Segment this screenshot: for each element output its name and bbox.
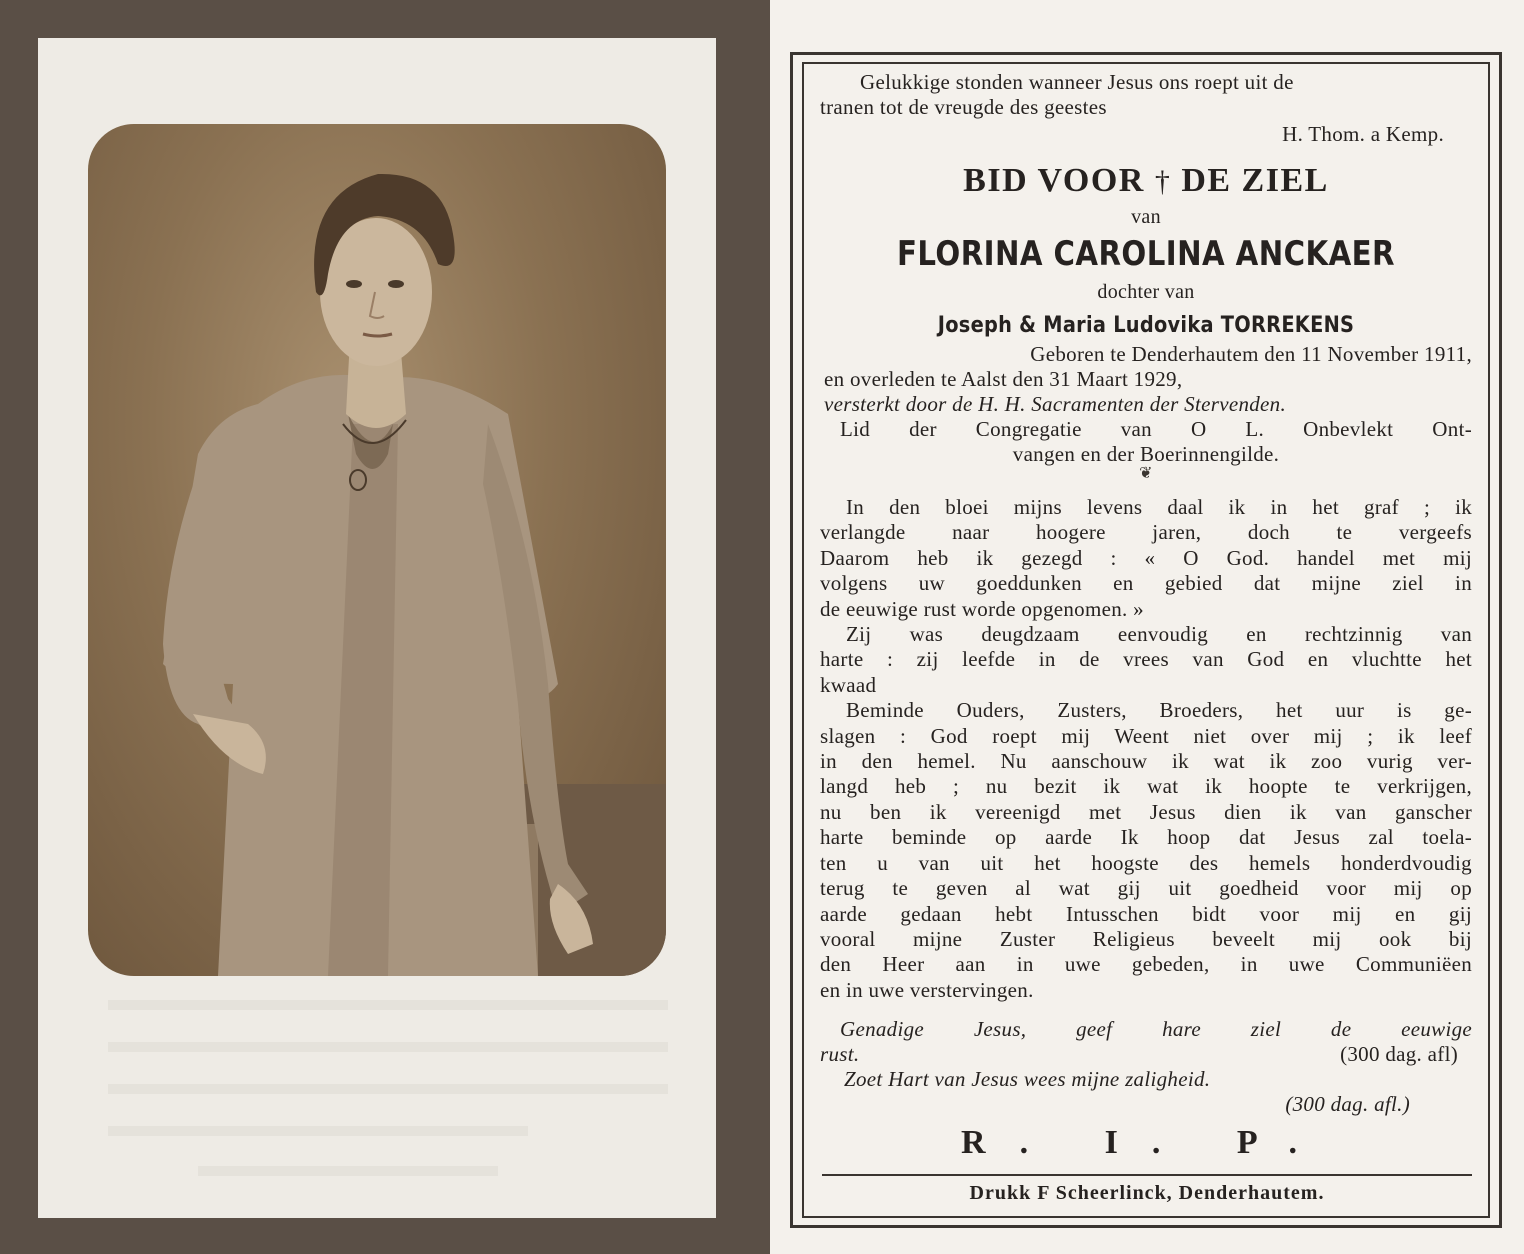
prayer-line: Zoet Hart van Jesus wees mijne zaligheid. — [844, 1067, 1211, 1092]
deceased-name: FLORINA CAROLINA ANCKAER — [896, 234, 1395, 274]
prayer-line-end: rust. — [820, 1042, 860, 1067]
bleed-through-line — [108, 1042, 668, 1052]
ornament-icon: ❦ — [1139, 465, 1153, 482]
birth-line: Geboren te Denderhautem den 11 November 1911, — [1030, 342, 1472, 366]
body-line: kwaad — [820, 672, 877, 697]
bleed-through-line — [108, 1084, 668, 1094]
indulgence-note: (300 dag. afl.) — [1285, 1092, 1410, 1117]
memorial-text-card — [770, 0, 1524, 1254]
van-label: van — [1131, 206, 1161, 228]
body-text — [820, 495, 1472, 1003]
heading-left: BID VOOR — [963, 162, 1145, 199]
body-line: nu ben ik vereenigd met Jesus dien ik van ganscher — [820, 799, 1472, 824]
membership-line: vangen en der Boerinnengilde. — [1012, 442, 1280, 466]
bleed-through-line — [108, 1000, 668, 1010]
body-line: langd heb ; nu bezit ik wat ik hoopte te verkrijgen, — [820, 774, 1472, 799]
heading-pray-for-soul — [820, 161, 1472, 202]
indulgence-note: (300 dag. afl) — [1340, 1042, 1458, 1067]
body-line: In den bloei mijns levens daal ik in het graf ; ik — [846, 495, 1472, 519]
memorial-text — [820, 70, 1472, 1163]
bleed-through-line — [198, 1166, 498, 1176]
body-line: verlangde naar hoogere jaren, doch te vergeefs — [820, 520, 1472, 545]
body-line: harte beminde op aarde Ik hoop dat Jesus zal toela- — [820, 825, 1472, 850]
bleed-through-line — [108, 1126, 528, 1136]
body-line: Beminde Ouders, Zusters, Broeders, het uur is ge- — [846, 698, 1472, 723]
portrait-figure-icon — [88, 124, 666, 976]
body-line: Zij was deugdzaam eenvoudig en rechtzinnig van — [846, 622, 1472, 647]
body-line: en in uwe verstervingen. — [820, 977, 1034, 1002]
body-line: in den hemel. Nu aanschouw ik wat ik zoo vurig ver- — [820, 749, 1472, 774]
daughter-of-label: dochter van — [1097, 281, 1195, 303]
heading-right: DE ZIEL — [1181, 162, 1329, 199]
parents-names: Joseph & Maria Ludovika TORREKENS — [937, 313, 1355, 338]
body-line: Daarom heb ik gezegd : « O God. handel met mij — [820, 545, 1472, 570]
cross-icon: † — [1154, 165, 1172, 198]
body-line: ten u van uit het hoogste des hemels honderdvoudig — [820, 850, 1472, 875]
body-line: de eeuwige rust worde opgenomen. » — [820, 596, 1144, 621]
epigraph-line: tranen tot de vreugde des geestes — [820, 95, 1107, 119]
body-line: den Heer aan in uwe gebeden, in uwe Communiëen — [820, 952, 1472, 977]
rip-text: R. I. P. — [961, 1124, 1331, 1162]
prayer-line — [820, 1042, 1472, 1067]
body-line: aarde gedaan hebt Intusschen bidt voor mij en gij — [820, 901, 1472, 926]
portrait-photo — [88, 124, 666, 976]
printer-credit: Drukk F Scheerlinck, Denderhautem. — [822, 1174, 1472, 1205]
body-line: harte : zij leefde in de vrees van God en vluchtte het — [820, 647, 1472, 672]
sacraments-line: versterkt door de H. H. Sacramenten der Stervenden. — [824, 392, 1287, 416]
prayers — [820, 1017, 1472, 1117]
prayer-line: Genadige Jesus, geef hare ziel de eeuwige — [840, 1017, 1472, 1042]
body-line: vooral mijne Zuster Religieus beveelt mij ook bij — [820, 926, 1472, 951]
death-line: en overleden te Aalst den 31 Maart 1929, — [824, 367, 1183, 391]
epigraph-line: Gelukkige stonden wanneer Jesus ons roept uit de — [860, 70, 1294, 94]
body-line: slagen : God roept mij Weent niet over mij ; ik leef — [820, 723, 1472, 748]
membership-line: Lid der Congregatie van O L. Onbevlekt Ont- — [840, 417, 1472, 441]
body-line: volgens uw goeddunken en gebied dat mijne ziel in — [820, 571, 1472, 596]
epigraph-attribution: H. Thom. a Kemp. — [1282, 122, 1444, 146]
photo-card-inner — [38, 38, 716, 1218]
body-line: terug te geven al wat gij uit goedheid voor mij op — [820, 876, 1472, 901]
